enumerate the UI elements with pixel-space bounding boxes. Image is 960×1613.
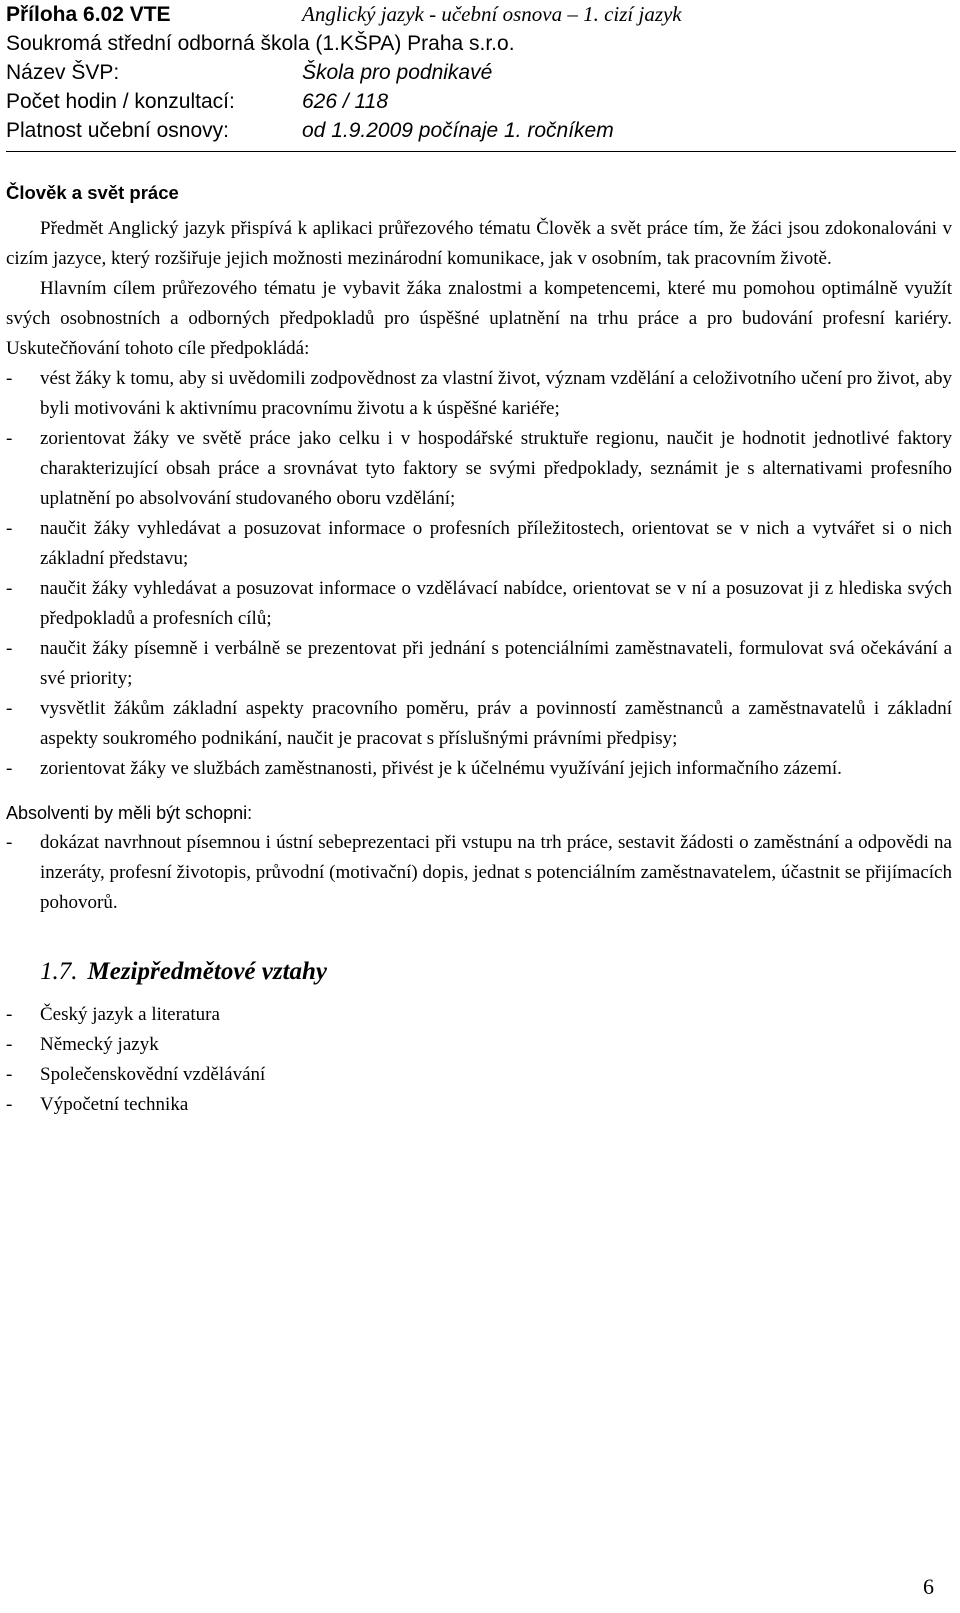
subject-title: Anglický jazyk - učební osnova – 1. cizí jazyk [302, 2, 682, 26]
list-item: - naučit žáky vyhledávat a posuzovat informace o vzdělávací nabídce, orientovat se v ní a posuzovat ji z hlediska svých předpokladů a profesních cílů; [6, 574, 952, 634]
school-name: Soukromá střední odborná škola (1.KŠPA) Praha s.r.o. [6, 32, 515, 55]
graduates-list [6, 828, 952, 918]
paragraph-intro: Předmět Anglický jazyk přispívá k aplikaci průřezového tématu Člověk a svět práce tím, že žáci jsou zdokonalováni v cizím jazyce, který rozšiřuje jejich možnosti mezinárodní komunikace, jak v osobním, tak pracovním životě. [6, 218, 952, 269]
dash-bullet: - [6, 832, 13, 853]
header-row-4 [6, 87, 956, 116]
dash-bullet: - [6, 698, 13, 719]
dash-bullet: - [6, 758, 13, 779]
dash-bullet: - [6, 518, 13, 539]
dash-bullet: - [6, 1034, 13, 1055]
list-item: - zorientovat žáky ve službách zaměstnanosti, přivést je k účelnému využívání jejich informačního zázemí. [6, 754, 952, 784]
list-item: - Německý jazyk [6, 1030, 952, 1060]
document-header [6, 0, 956, 152]
list-item: - vést žáky k tomu, aby si uvědomili zodpovědnost za vlastní život, význam vzdělání a celoživotního učení pro život, aby byli motivováni k aktivnímu pracovnímu životu a k úspěšné kariéře; [6, 364, 952, 424]
goal-list [6, 364, 952, 784]
header-row-2 [6, 29, 956, 58]
svp-label: Název ŠVP: [6, 61, 120, 84]
graduates-label: Absolventi by měli být schopni: [6, 803, 253, 823]
list-item: - Český jazyk a literatura [6, 1000, 952, 1030]
annex-label: Příloha 6.02 VTE [6, 3, 171, 26]
list-item: - zorientovat žáky ve světě práce jako celku i v hospodářské struktuře regionu, naučit je hodnotit jednotlivé faktory charakterizující obsah práce a srovnávat tyto faktory se svými předpoklady, seznámit je s alternativami profesního uplatnění po absolvování studovaného oboru vzdělání; [6, 424, 952, 514]
page-number: 6 [923, 1574, 934, 1599]
dash-bullet: - [6, 1004, 13, 1025]
document-body [6, 178, 952, 1120]
list-item: - naučit žáky vyhledávat a posuzovat informace o profesních příležitostech, orientovat se v nich a vytvářet si o nich základní představu; [6, 514, 952, 574]
list-item: - Výpočetní technika [6, 1090, 952, 1120]
relations-list [6, 1000, 952, 1120]
hours-value: 626 / 118 [302, 90, 389, 113]
header-row-3 [6, 58, 956, 87]
dash-bullet: - [6, 638, 13, 659]
dash-bullet: - [6, 368, 13, 389]
svp-value: Škola pro podnikavé [302, 61, 493, 84]
dash-bullet: - [6, 1094, 13, 1115]
dash-bullet: - [6, 428, 13, 449]
list-item: - dokázat navrhnout písemnou i ústní sebeprezentaci při vstupu na trh práce, sestavit žádosti o zaměstnání a odpovědi na inzeráty, profesní životopis, průvodní (motivační) dopis, jednat s potenciálním zaměstnavatelem, účastnit se přijímacích pohovorů. [6, 828, 952, 918]
hours-label: Počet hodin / konzultací: [6, 90, 235, 113]
relations-heading [40, 956, 952, 988]
list-item: - vysvětlit žákům základní aspekty pracovního poměru, práv a povinností zaměstnanců a zaměstnavatelů i základní aspekty soukromého podnikání, naučit je pracovat s příslušnými právními předpisy; [6, 694, 952, 754]
list-item: - naučit žáky písemně i verbálně se prezentovat při jednání s potenciálními zaměstnavateli, formulovat svá očekávání a své priority; [6, 634, 952, 694]
validity-value: od 1.9.2009 počínaje 1. ročníkem [302, 119, 614, 142]
header-row-5 [6, 116, 956, 145]
list-item: - Společenskovědní vzdělávání [6, 1060, 952, 1090]
section-title: Člověk a svět práce [6, 182, 179, 203]
header-row-1 [6, 0, 956, 29]
validity-label: Platnost učební osnovy: [6, 119, 229, 142]
relations-number: 1.7. [40, 958, 78, 985]
relations-title: Mezipředmětové vztahy [87, 958, 328, 985]
dash-bullet: - [6, 578, 13, 599]
dash-bullet: - [6, 1064, 13, 1085]
paragraph-goal: Hlavním cílem průřezového tématu je vybavit žáka znalostmi a kompetencemi, které mu pomohou optimálně využít svých osobnostních a odborných předpokladů pro úspěšné uplatnění na trhu práce a pro budování profesní kariéry. Uskutečňování tohoto cíle předpokládá: [6, 278, 952, 359]
